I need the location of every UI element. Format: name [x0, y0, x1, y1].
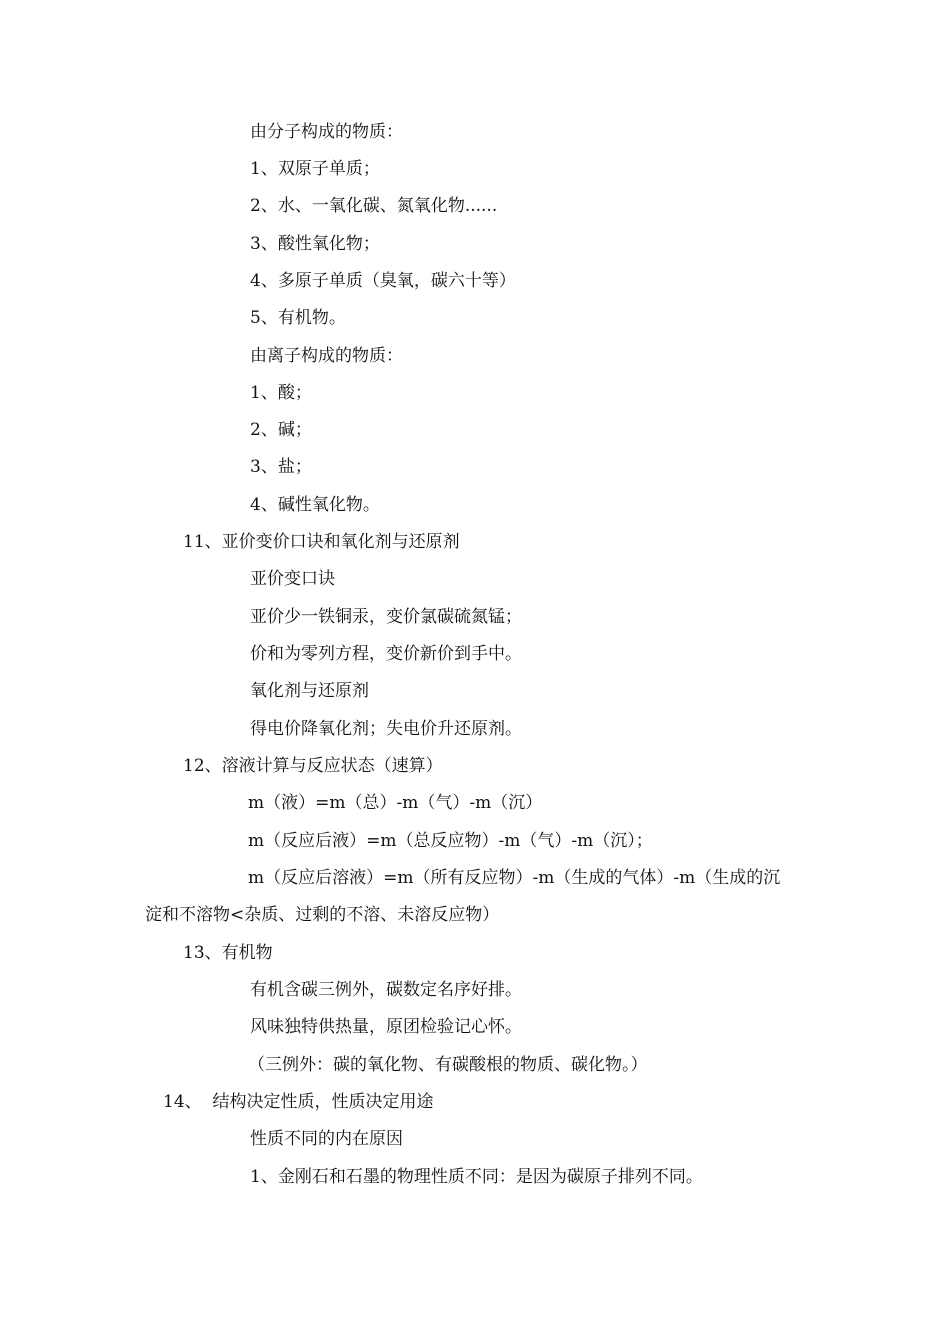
text-line: 3、盐； [250, 457, 312, 477]
section-heading: 11、亚价变价口诀和氧化剂与还原剂 [183, 532, 460, 552]
text-line: 1、双原子单质； [250, 159, 380, 179]
text-line: 风味独特供热量，原团检验记心怀。 [250, 1017, 522, 1037]
text-line: 1、金刚石和石墨的物理性质不同：是因为碳原子排列不同。 [250, 1167, 703, 1187]
text-line: 得电价降氧化剂；失电价升还原剂。 [250, 719, 522, 739]
text-line: 由分子构成的物质： [250, 122, 403, 142]
section-heading: 14、 结构决定性质，性质决定用途 [163, 1092, 434, 1112]
text-line: 由离子构成的物质： [250, 346, 403, 366]
section-heading: 12、溶液计算与反应状态（速算） [183, 756, 443, 776]
text-line: （三例外：碳的氧化物、有碳酸根的物质、碳化物。） [248, 1055, 648, 1075]
text-line: m（反应后液）=m（总反应物）-m（气）-m（沉）； [248, 831, 653, 851]
text-line: 2、水、一氧化碳、氮氧化物...... [250, 196, 498, 216]
section-heading: 13、有机物 [183, 943, 273, 963]
text-line: 价和为零列方程，变价新价到手中。 [250, 644, 522, 664]
text-line: 1、酸； [250, 383, 312, 403]
text-line: 淀和不溶物<杂质、过剩的不溶、未溶反应物） [145, 905, 500, 925]
text-line: 3、酸性氧化物； [250, 234, 380, 254]
text-line: 4、多原子单质（臭氧，碳六十等） [250, 271, 516, 291]
text-line: m（反应后溶液）=m（所有反应物）-m（生成的气体）-m（生成的沉 [248, 868, 781, 888]
text-line: m（液）=m（总）-m（气）-m（沉） [248, 793, 543, 813]
text-line: 亚价变口诀 [250, 569, 335, 589]
text-line: 2、碱； [250, 420, 312, 440]
text-line: 亚价少一铁铜汞，变价氯碳硫氮锰； [250, 607, 522, 627]
text-line: 5、有机物。 [250, 308, 346, 328]
text-line: 性质不同的内在原因 [250, 1129, 403, 1149]
text-line: 氧化剂与还原剂 [250, 681, 369, 701]
text-line: 有机含碳三例外，碳数定名序好排。 [250, 980, 522, 1000]
text-line: 4、碱性氧化物。 [250, 495, 380, 515]
